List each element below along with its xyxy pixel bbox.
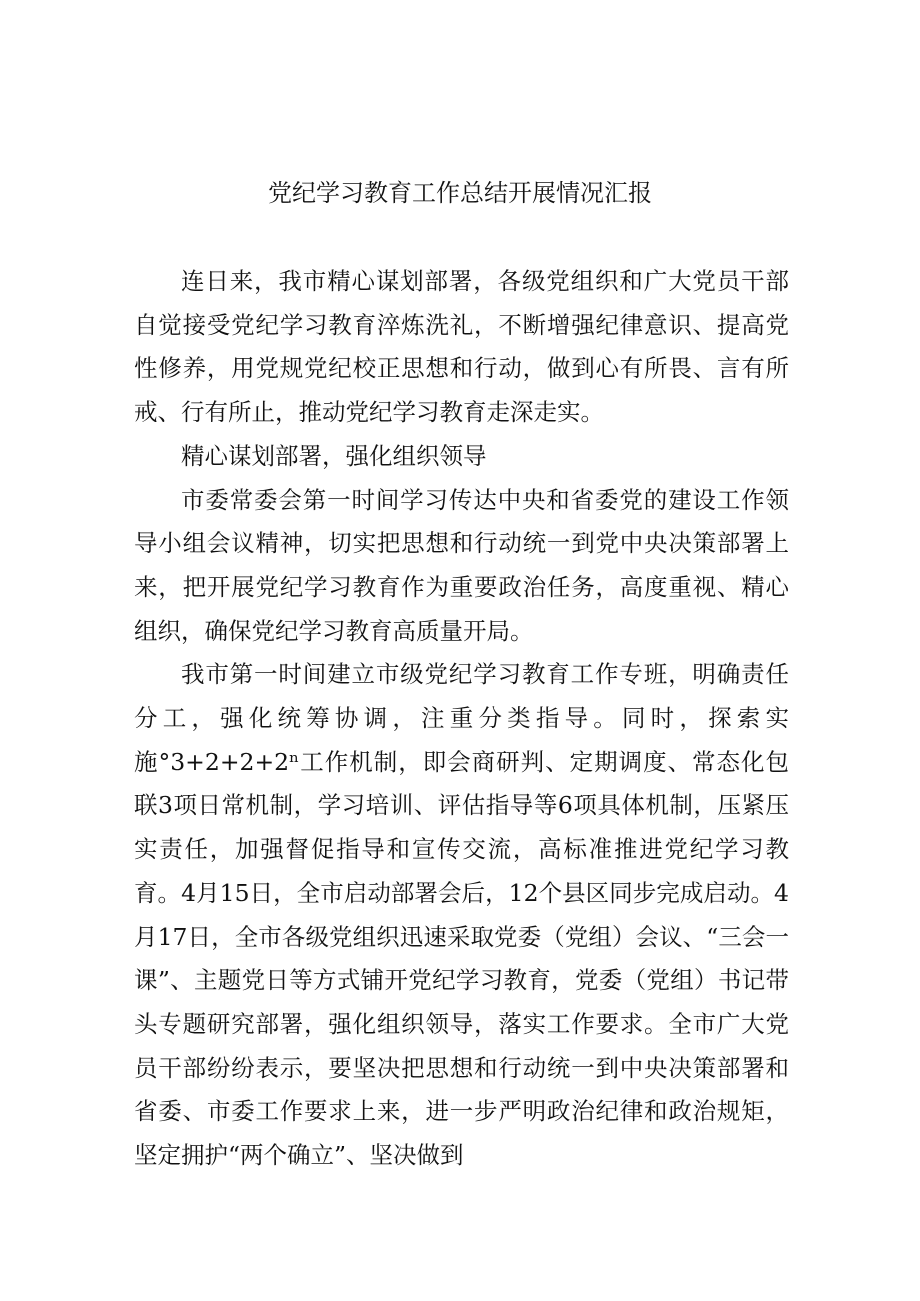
document-title: 党纪学习教育工作总结开展情况汇报 bbox=[268, 179, 652, 207]
document-body bbox=[134, 260, 789, 1178]
section-heading: 精心谋划部署，强化组织领导 bbox=[181, 441, 487, 470]
body-paragraph: 我市第一时间建立市级党纪学习教育工作专班，明确责任分工，强化统筹协调，注重分类指导。同时，探索实施°3+2+2+2ⁿ工作机制，即会商研判、定期调度、常态化包联3项日常机制，学习培训、评估指导等6项具体机制，压紧压实责任，加强督促指导和宣传交流，高标准推进党纪学习教育。4月15日，全市启动部署会后，12个县区同步完成启动。4月17日，全市各级党组织迅速采取党委（党组）会议、“三会一课”、主题党日等方式铺开党纪学习教育，党委（党组）书记带头专题研究部署，强化组织领导，落实工作要求。全市广大党员干部纷纷表示，要坚决把思想和行动统一到中央决策部署和省委、市委工作要求上来，进一步严明政治纪律和政治规矩，坚定拥护“两个确立”、坚决做到 bbox=[134, 660, 789, 1170]
intro-paragraph: 连日来，我市精心谋划部署，各级党组织和广大党员干部自觉接受党纪学习教育淬炼洗礼，不断增强纪律意识、提高党性修养，用党规党纪校正思想和行动，做到心有所畏、言有所戒、行有所止，推动党纪学习教育走深走实。 bbox=[134, 267, 789, 427]
body-paragraph: 市委常委会第一时间学习传达中央和省委党的建设工作领导小组会议精神，切实把思想和行动统一到党中央决策部署上来，把开展党纪学习教育作为重要政治任务，高度重视、精心组织，确保党纪学习教育高质量开局。 bbox=[134, 485, 789, 645]
